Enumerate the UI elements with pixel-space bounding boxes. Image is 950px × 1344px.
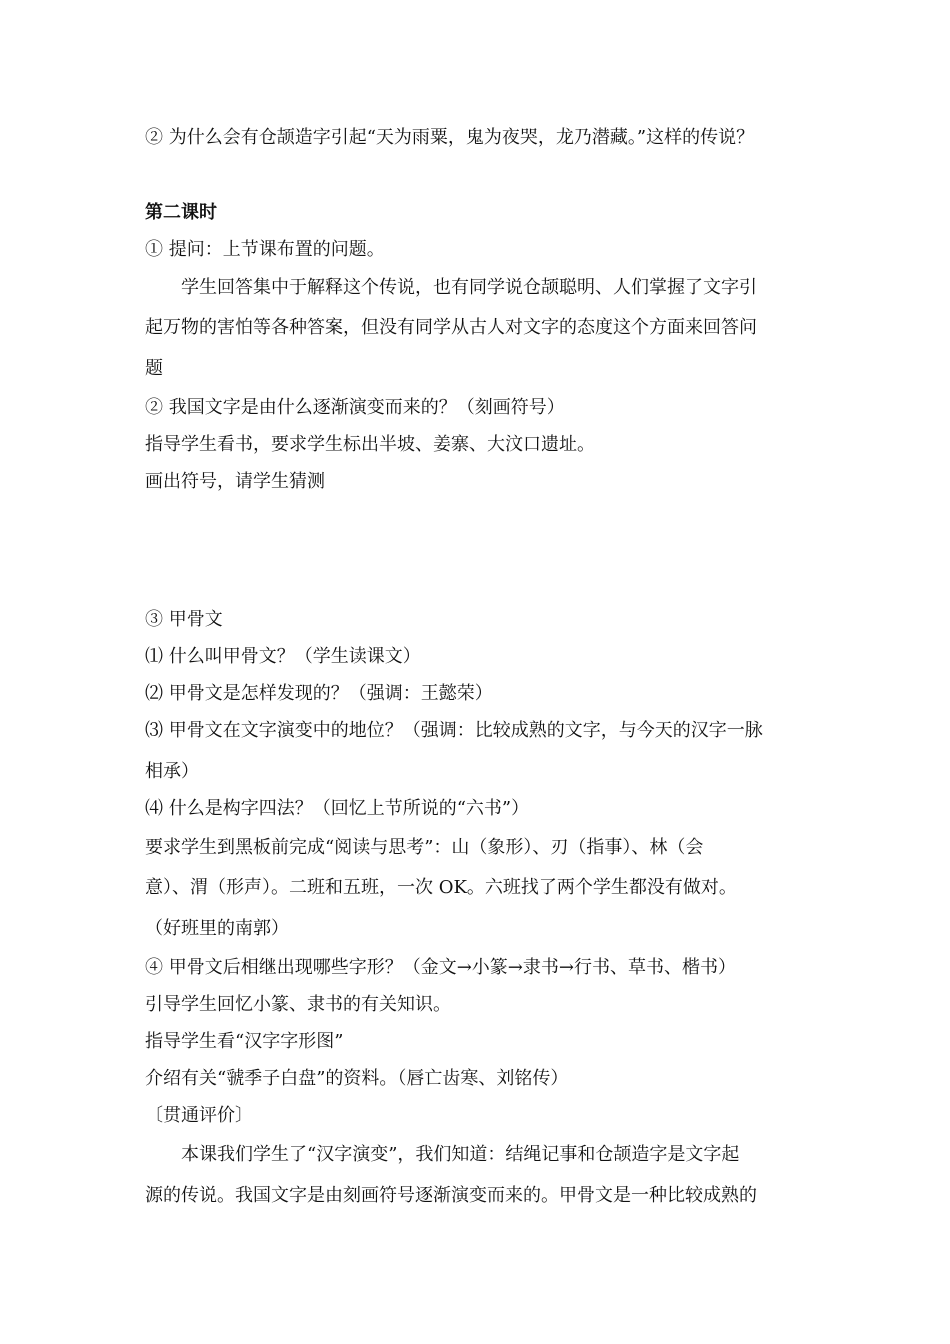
summary-line-1: 本课我们学生了“汉字演变”，我们知道：结绳记事和仓颉造字是文字起 <box>181 1144 740 1165</box>
summary-line-2: 源的传说。我国文字是由刻画符号逐渐演变而来的。甲骨文是一种比较成熟的 <box>145 1185 757 1206</box>
question-cangjie-legend: ② 为什么会有仓颉造字引起“天为雨粟，鬼为夜哭，龙乃潜藏。”这样的传说？ <box>145 127 755 148</box>
draw-symbols-text: 画出符号，请学生猜测 <box>145 471 325 492</box>
blackboard-task-line-3: （好班里的南郭） <box>145 918 289 939</box>
sub-question-3-line-2: 相承） <box>145 761 199 782</box>
guide-chart-text: 指导学生看“汉字字形图” <box>145 1031 344 1052</box>
blackboard-task-line-2: 意）、渭（形声）。二班和五班，一次 OK。六班找了两个学生都没有做对。 <box>145 877 737 898</box>
lesson-two-heading: 第二课时 <box>145 202 217 223</box>
answer-paragraph-line-3: 题 <box>145 358 163 379</box>
item-2-question: ② 我国文字是由什么逐渐演变而来的？（刻画符号） <box>145 397 565 418</box>
answer-paragraph-line-1: 学生回答集中于解释这个传说，也有同学说仓颉聪明、人们掌握了文字引 <box>181 277 757 298</box>
answer-paragraph-line-2: 起万物的害怕等各种答案，但没有同学从古人对文字的态度这个方面来回答问 <box>145 317 757 338</box>
sub-question-3-line-1: ⑶ 甲骨文在文字演变中的地位？（强调：比较成熟的文字，与今天的汉字一脉 <box>145 720 763 741</box>
sub-question-2: ⑵ 甲骨文是怎样发现的？（强调：王懿荣） <box>145 683 493 704</box>
guide-recall-text: 引导学生回忆小篆、隶书的有关知识。 <box>145 994 451 1015</box>
sub-question-4: ⑷ 什么是构字四法？（回忆上节所说的“六书”） <box>145 798 530 819</box>
item-1-question: ① 提问：上节课布置的问题。 <box>145 239 385 260</box>
intro-material-text: 介绍有关“虢季子白盘”的资料。（唇亡齿寒、刘铭传） <box>145 1068 569 1089</box>
item-4-question: ④ 甲骨文后相继出现哪些字形？（金文→小篆→隶书→行书、草书、楷书） <box>145 957 736 978</box>
sub-question-1: ⑴ 什么叫甲骨文？（学生读课文） <box>145 646 421 667</box>
guide-book-text: 指导学生看书，要求学生标出半坡、姜寨、大汶口遗址。 <box>145 434 595 455</box>
evaluation-heading: 〔贯通评价〕 <box>145 1105 253 1126</box>
blackboard-task-line-1: 要求学生到黑板前完成“阅读与思考”：山（象形）、刃（指事）、林（会 <box>145 837 704 858</box>
item-3-heading: ③ 甲骨文 <box>145 609 223 630</box>
